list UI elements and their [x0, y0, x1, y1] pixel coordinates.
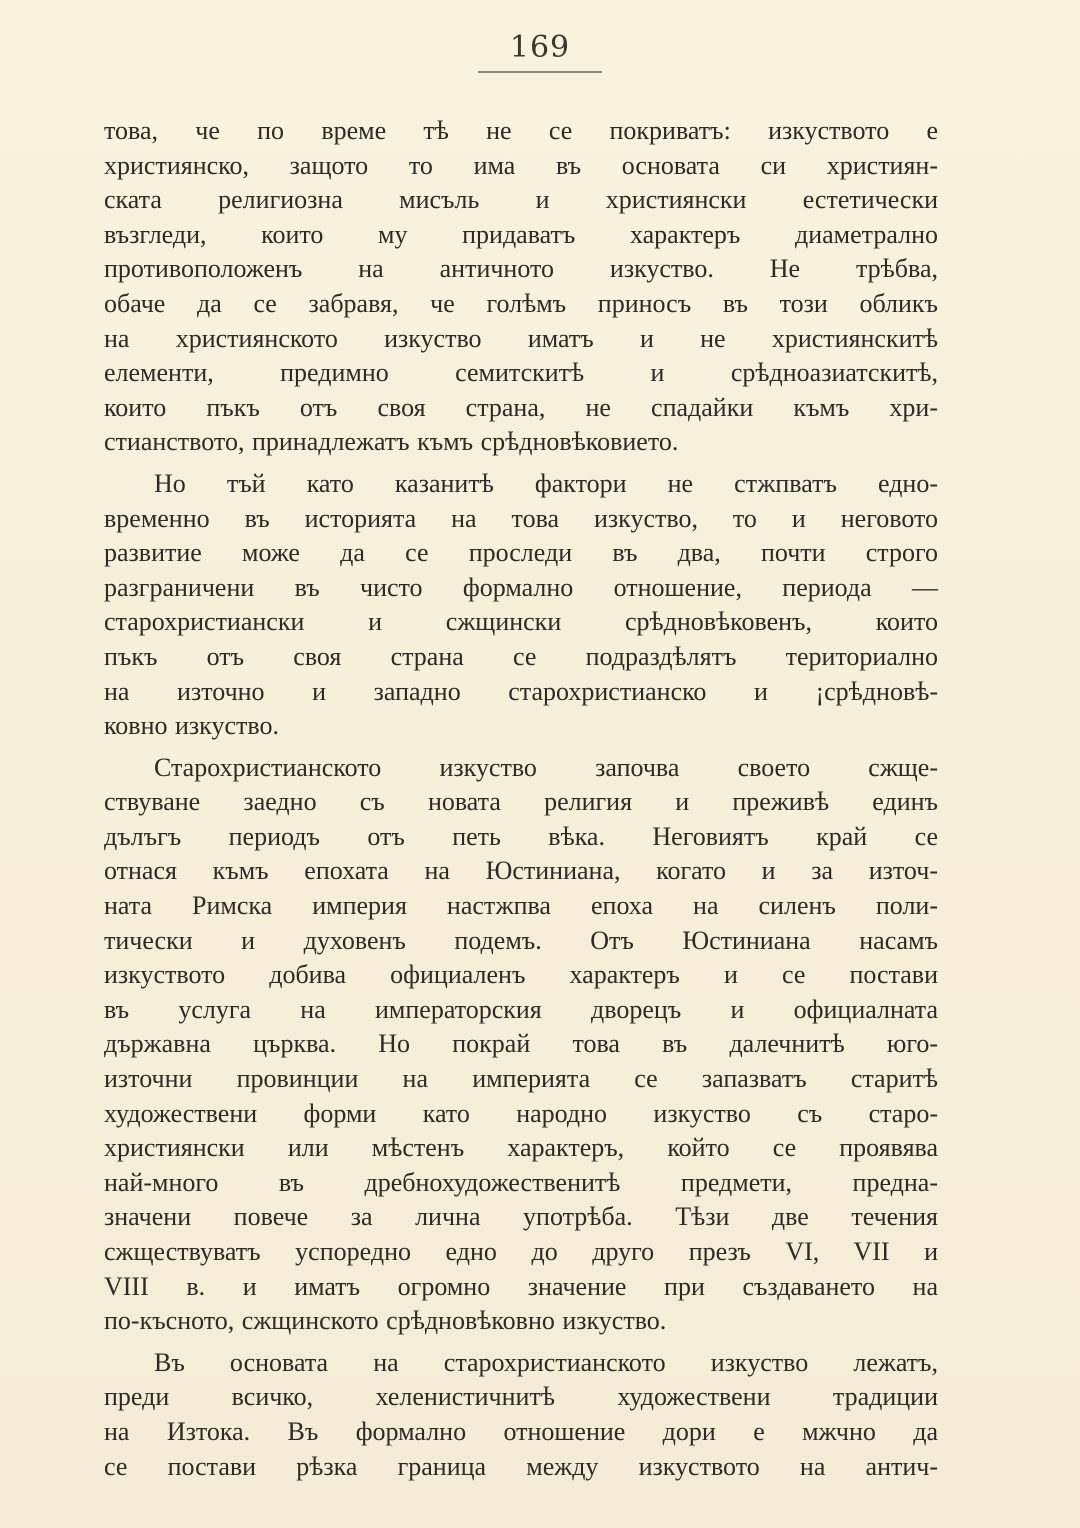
text-line: ската религиозна мисъль и християнски естетически [104, 185, 938, 215]
text-line: разграничени въ чисто формално отношение, периода — [104, 572, 938, 602]
text-line: това, че по време тѣ не се покриватъ: изкуството е [104, 116, 938, 145]
text-line: на християнското изкуство иматъ и не християнскитѣ [104, 323, 938, 353]
text-line: се постави рѣзка граница между изкуството на антич- [104, 1451, 938, 1481]
text-line: източни провинции на империята се запазватъ старитѣ [104, 1064, 938, 1094]
paragraph-2 [104, 467, 938, 744]
paragraph-4 [104, 1346, 938, 1484]
text-line: по-късното, сжщинското срѣдновѣковно изкуство. [104, 1306, 667, 1336]
text-line: християнски или мѣстенъ характеръ, който се проявява [104, 1133, 938, 1163]
text-line: VIII в. и иматъ огромно значение при създаването на [104, 1271, 938, 1301]
text-line: противоположенъ на античното изкуство. Не трѣбва, [104, 254, 938, 284]
text-line: Старохристианското изкуство започва своето сжще- [154, 752, 938, 782]
text-line: въ услуга на императорския дворецъ и официалната [104, 994, 938, 1024]
text-line: стианството, принадлежатъ къмъ срѣдновѣковието. [104, 427, 679, 457]
text-line: художествени форми като народно изкуство съ старо- [104, 1098, 938, 1128]
text-line: тически и духовенъ подемъ. Отъ Юстиниана насамъ [104, 925, 938, 955]
body-text [104, 114, 938, 1491]
text-line: ковно изкуство. [104, 711, 279, 741]
text-line: старохристиански и сжщински срѣдновѣковенъ, които [104, 607, 938, 637]
text-line: Въ основата на старохристианското изкуство лежатъ, [154, 1347, 938, 1377]
text-line: възгледи, които му придаватъ характеръ диаметрално [104, 219, 938, 249]
text-line: обаче да се забравя, че голѣмъ приносъ въ този обликъ [104, 288, 938, 318]
text-line: развитие може да се проследи въ два, почти строго [104, 538, 938, 568]
text-line: пъкъ отъ своя страна се подраздѣлятъ териториално [104, 641, 938, 671]
text-line: Но тъй като казанитѣ фактори не стжпватъ едно- [154, 468, 938, 498]
text-line: временно въ историята на това изкуство, то и неговото [104, 503, 938, 533]
text-line: ната Римска империя настжпва епоха на силенъ поли- [104, 891, 938, 921]
page-number: 169 [509, 30, 571, 65]
text-line: преди всичко, хеленистичнитѣ художествени традиции [104, 1382, 938, 1412]
text-line: елементи, предимно семитскитѣ и срѣдноазиатскитѣ, [104, 358, 938, 388]
text-line: държавна църква. Но покрай това въ далечнитѣ юго- [104, 1029, 938, 1059]
text-line: ствуване заедно съ новата религия и преживѣ единъ [104, 787, 938, 817]
text-line: отнася къмъ епохата на Юстиниана, когато и за източ- [104, 856, 938, 886]
text-line: на източно и западно старохристианско и ¡срѣдновѣ- [104, 676, 938, 706]
text-line: християнско, защото то има въ основата си християн- [104, 150, 938, 180]
text-line: на Изтока. Въ формално отношение дори е мжчно да [104, 1416, 938, 1446]
page-number-underline [478, 71, 602, 73]
text-line: сжществуватъ успоредно едно до друго презъ VI, VII и [104, 1237, 938, 1266]
text-line: значени повече за лична употрѣба. Тѣзи две течения [104, 1202, 938, 1232]
text-line: най-много въ дребнохудожественитѣ предмети, предна- [104, 1167, 938, 1197]
paragraph-3 [104, 751, 938, 1339]
paragraph-1 [104, 114, 938, 460]
text-line: които пъкъ отъ своя страна, не спадайки къмъ хри- [104, 392, 938, 422]
text-line: дълъгъ периодъ отъ петь вѣка. Неговиятъ край се [104, 821, 938, 851]
text-line: изкуството добива официаленъ характеръ и се постави [104, 960, 938, 990]
